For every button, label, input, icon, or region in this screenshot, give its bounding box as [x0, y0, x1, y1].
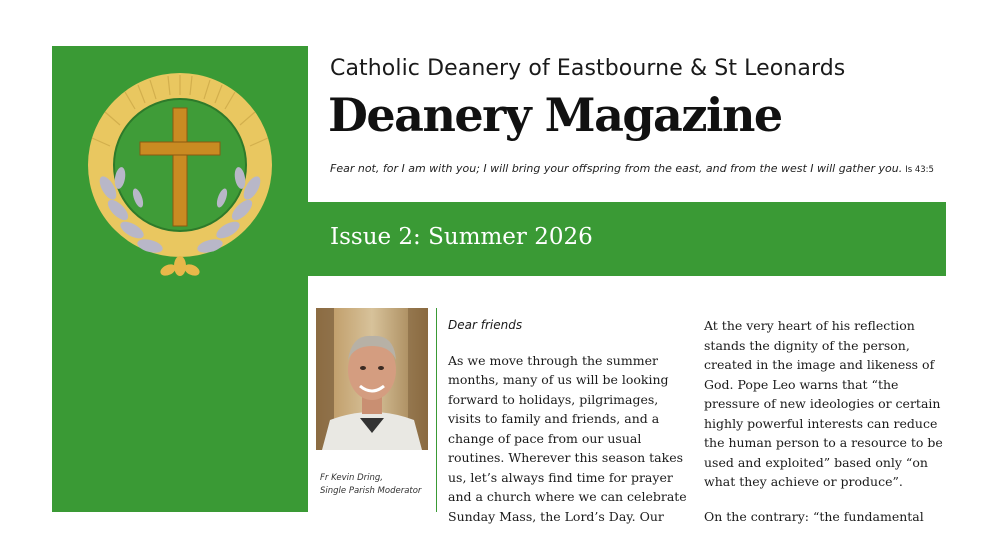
scripture-verse [330, 162, 934, 175]
letter-column-2 [704, 316, 944, 541]
author-role: Single Parish Moderator [320, 486, 422, 496]
magazine-title: Deanery Magazine [328, 88, 782, 142]
letter-paragraph: At the very heart of his reflection stands the dignity of the person, created in the image and likeness of God. Pope Leo warns that “the pressure of new ideologies or certain highly powerful interests can reduce the human person to a resource to be used and exploited” based only “on what they achieve or produce”. [704, 318, 943, 489]
deanery-cross-emblem-icon [80, 70, 280, 285]
letter-salutation: Dear friends [448, 318, 523, 332]
letter-paragraph: On the contrary: “the fundamental [704, 508, 924, 524]
letter-paragraph: As we move through the summer months, many of us will be looking forward to holidays, pilgrimages, visits to family and friends, and a change of pace from our usual routines. Wherever this season takes us, let’s always find time for prayer and a church where we can celebrate Sunday Mass, the Lord’s Day. Our [448, 352, 687, 524]
verse-reference: Is 43:5 [905, 165, 934, 175]
column-divider [436, 308, 437, 512]
deanery-subtitle: Catholic Deanery of Eastbourne & St Leonards [330, 56, 846, 81]
letter-column-1 [448, 316, 688, 541]
author-caption [320, 472, 421, 498]
verse-text: Fear not, for I am with you; I will bring your offspring from the east, and from the west I will gather you. [330, 162, 903, 175]
author-name: Fr Kevin Dring, [320, 473, 383, 483]
issue-label: Issue 2: Summer 2026 [330, 224, 593, 250]
author-photo [316, 308, 428, 450]
